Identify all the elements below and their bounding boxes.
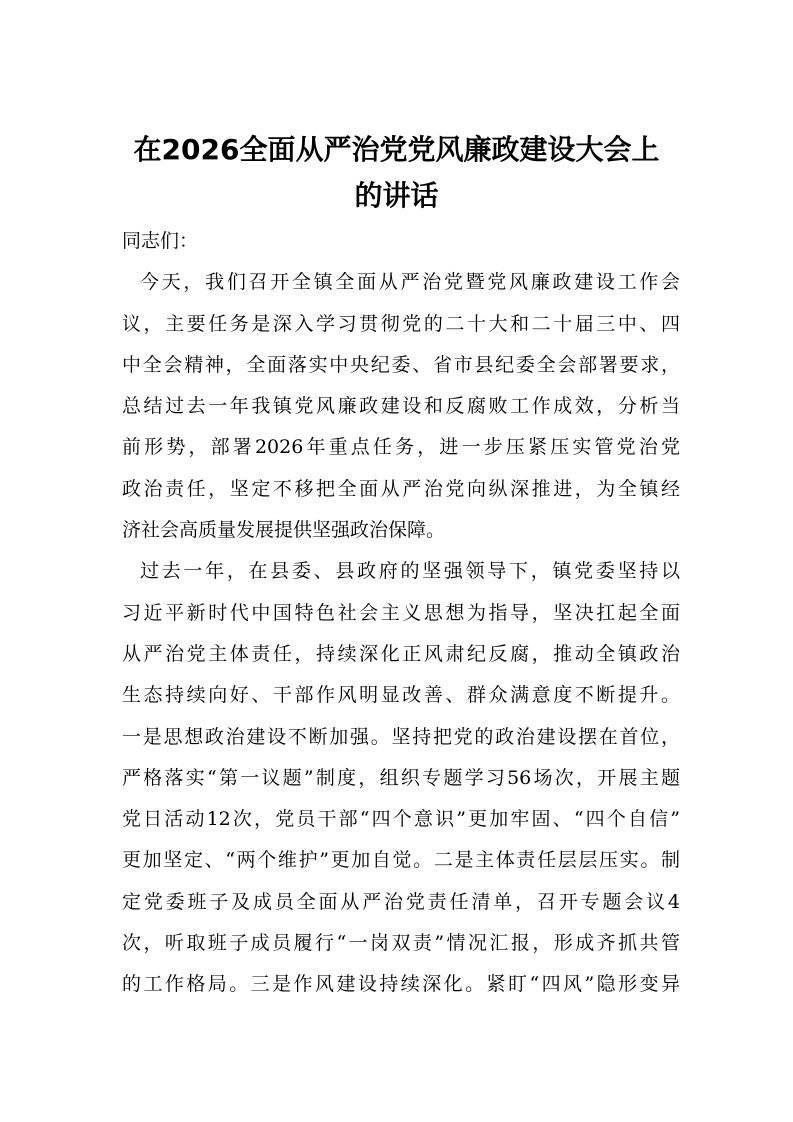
text-line: 总结过去一年我镇党风廉政建设和反腐败工作成效，分析当 (122, 395, 680, 418)
text-line: 今天，我们召开全镇全面从严治党暨党风廉政建设工作会 (140, 271, 680, 294)
text-line: 习近平新时代中国特色社会主义思想为指导，坚决扛起全面 (122, 601, 680, 624)
text-line: 政治责任，坚定不移把全面从严治党向纵深推进，为全镇经 (122, 477, 680, 500)
paragraph-review (122, 551, 680, 1005)
text-line: 一是思想政治建设不断加强。坚持把党的政治建设摆在首位， (122, 725, 680, 748)
paragraph-opening (122, 262, 680, 551)
text-line: 从严治党主体责任，持续深化正风肃纪反腐，推动全镇政治 (122, 642, 680, 665)
document-title-line-1: 在2026全面从严治党党风廉政建设大会上 (133, 133, 660, 166)
text-line: 济社会高质量发展提供坚强政治保障。 (122, 519, 446, 542)
text-line: 的工作格局。三是作风建设持续深化。紧盯“四风”隐形变异 (122, 973, 680, 996)
text-line: 严格落实“第一议题”制度，组织专题学习56场次，开展主题 (122, 766, 680, 789)
text-line: 更加坚定、“两个维护”更加自觉。二是主体责任层层压实。制 (122, 849, 680, 872)
text-line: 生态持续向好、干部作风明显改善、群众满意度不断提升。 (122, 684, 680, 707)
text-line: 议，主要任务是深入学习贯彻党的二十大和二十届三中、四 (122, 312, 680, 335)
text-line: 定党委班子及成员全面从严治党责任清单，召开专题会议4 (122, 890, 680, 913)
document-title-line-2: 的讲话 (354, 179, 439, 212)
text-line: 过去一年，在县委、县政府的坚强领导下，镇党委坚持以 (140, 560, 680, 583)
document-body (122, 221, 680, 1006)
text-line: 中全会精神，全面落实中央纪委、省市县纪委全会部署要求， (122, 353, 680, 376)
text-line: 前形势，部署2026年重点任务，进一步压紧压实管党治党 (122, 436, 680, 459)
salutation: 同志们： (122, 230, 199, 252)
text-line: 党日活动12次，党员干部“四个意识”更加牢固、“四个自信” (122, 808, 680, 831)
text-line: 次，听取班子成员履行“一岗双责”情况汇报，形成齐抓共管 (122, 932, 680, 955)
